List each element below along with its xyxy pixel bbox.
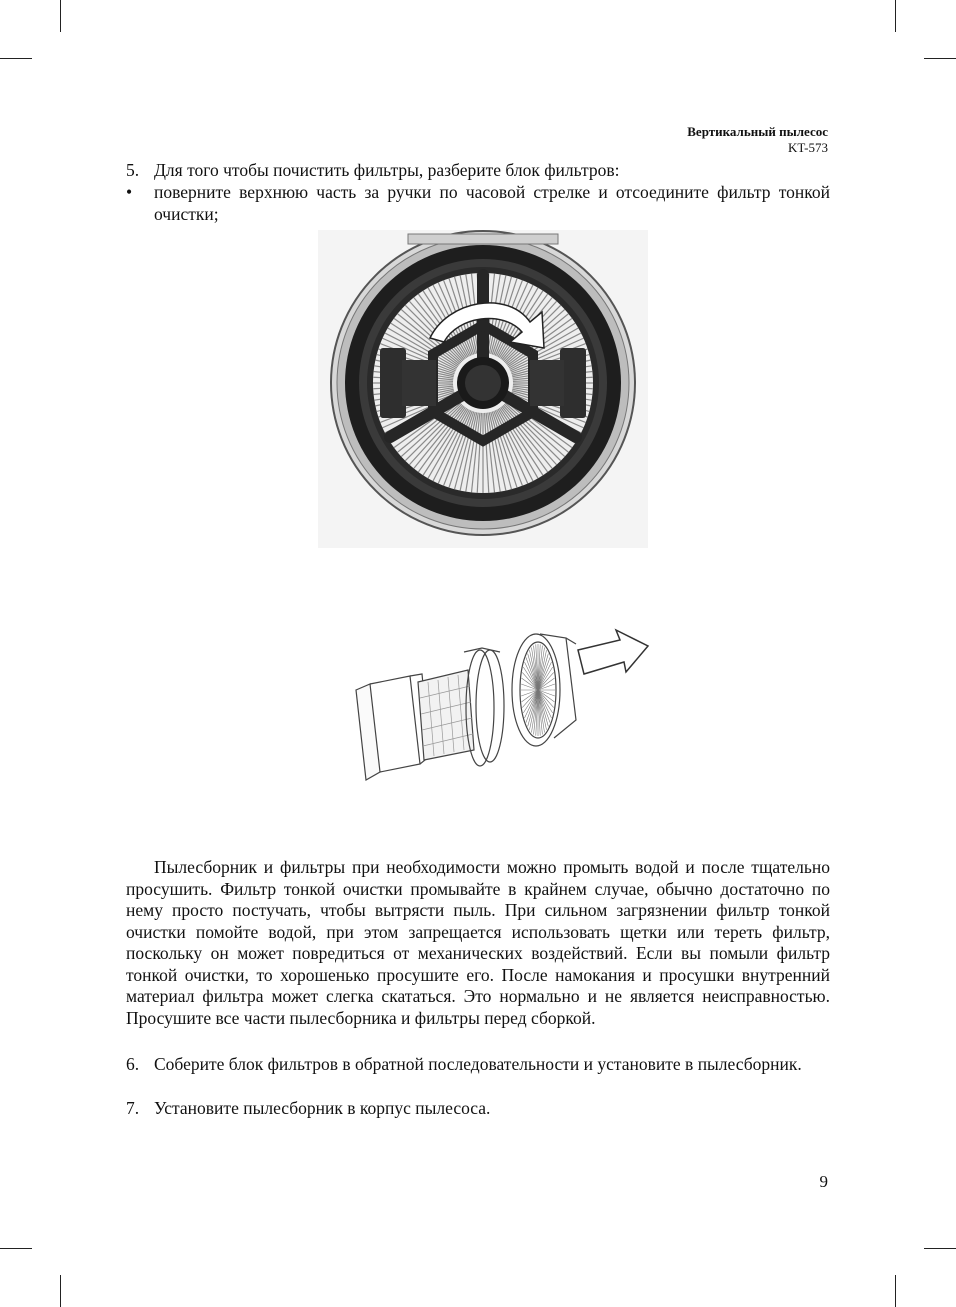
crop-mark — [60, 1275, 61, 1307]
bullet-text: поверните верхнюю часть за ручки по часовой стрелке и отсоедините фильтр тонкой очистки; — [154, 182, 830, 224]
crop-mark — [895, 1275, 896, 1307]
step-text: Установите пылесборник в корпус пылесоса. — [154, 1098, 491, 1118]
crop-mark — [924, 58, 956, 59]
bullet-item — [126, 182, 830, 225]
step-5 — [126, 160, 830, 182]
crop-mark — [0, 58, 32, 59]
step-text: Для того чтобы почистить фильтры, разберите блок фильтров: — [154, 160, 620, 180]
header-title: Вертикальный пылесос — [687, 124, 828, 139]
filter-top-photo — [318, 230, 648, 548]
step-text: Соберите блок фильтров в обратной последовательности и установите в пылесборник. — [154, 1054, 802, 1074]
header-model: KT-573 — [788, 140, 828, 155]
filter-assembly-diagram — [340, 620, 660, 790]
page-number: 9 — [819, 1172, 828, 1191]
crop-mark — [0, 1248, 32, 1249]
step-marker: 5. — [126, 160, 140, 180]
cleaning-instructions-paragraph: Пылесборник и фильтры при необходимости можно промыть водой и после тщательно просушить. Фильтр тонкой очистки промывайте в крайнем случае, обычно достаточно по нему просто постучать, чтобы вытрясти пыль. При сильном загрязнении фильтр тонкой очистки помойте водой, при этом запрещается использовать щетки или тереть фильтр, поскольку он может повредиться от механических воздействий. Если вы помыли фильтр тонкой очистки, то хорошенько просушите его. После намокания и просушки внутренний материал фильтра может слегка скататься. Это нормально и не является неисправностью. Просушите все части пылесборника и фильтры перед сборкой. — [126, 857, 830, 1028]
crop-mark — [60, 0, 61, 32]
bullet-marker: • — [126, 182, 133, 202]
step-marker: 6. — [126, 1054, 140, 1074]
step-marker: 7. — [126, 1098, 140, 1118]
running-header — [687, 124, 828, 156]
step-7 — [126, 1098, 830, 1120]
crop-mark — [924, 1248, 956, 1249]
step-6 — [126, 1054, 830, 1076]
crop-mark — [895, 0, 896, 32]
